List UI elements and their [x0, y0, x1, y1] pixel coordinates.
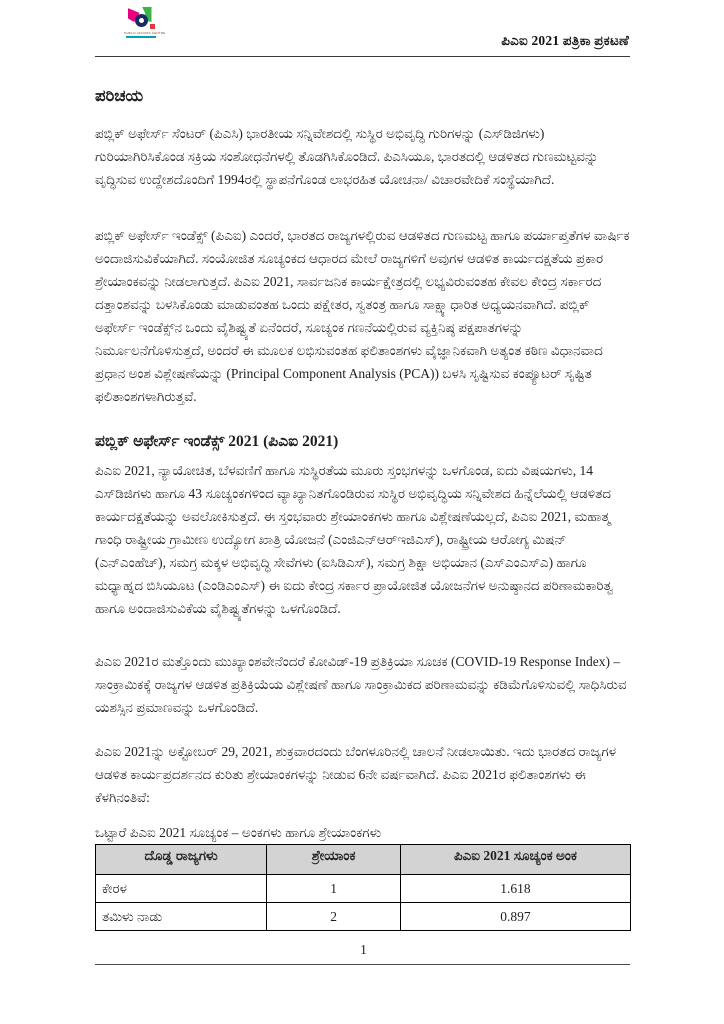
results-table — [95, 844, 631, 931]
cell-score: 1.618 — [400, 875, 630, 903]
column-header-rank: ಶ್ರೇಯಾಂಕ — [267, 845, 401, 875]
table-row — [96, 903, 631, 931]
paragraph-pai-overview: ಪಿಎಐ 2021, ನ್ಯಾಯೋಚಿತ, ಬೆಳವಣಿಗೆ ಹಾಗೂ ಸುಸ್ಥಿರತೆಯ ಮೂರು ಸ್ತಂಭಗಳನ್ನು ಒಳಗೊಂಡ, ಐದು ವಿಷಯಗಳು, 14 ಎಸ್‌ಡಿಜಿಗಳು ಹಾಗೂ 43 ಸೂಚ್ಯಂಕಗಳಿಂದ ವ್ಯಾಖ್ಯಾನಿತಗೊಂಡಿರುವ ಸುಸ್ಥಿರ ಅಭಿವೃದ್ಧಿಯ ಸನ್ನಿವೇಶದ ಹಿನ್ನೆಲೆಯಲ್ಲಿ ಆಡಳಿತದ ಕಾರ್ಯದಕ್ಷತೆಯನ್ನು ಅವಲೋಕಿಸುತ್ತದೆ. ಈ ಸ್ತಂಭವಾರು ಶ್ರೇಯಾಂಕಗಳು ಹಾಗೂ ವಿಶ್ಲೇಷಣೆಯಲ್ಲದೆ, ಪಿಎಐ 2021, ಮಹಾತ್ಮ ಗಾಂಧಿ ರಾಷ್ಟ್ರೀಯ ಗ್ರಾಮೀಣ ಉದ್ಯೋಗ ಖಾತ್ರಿ ಯೋಜನೆ (ಎಂಜಿಎನ್‌ಆರ್‌ಇಜಿಎಸ್), ರಾಷ್ಟ್ರೀಯ ಆರೋಗ್ಯ ಮಿಷನ್ (ಎನ್‌ಎಂಹೆಚ್), ಸಮಗ್ರ ಮಕ್ಕಳ ಅಭಿವೃದ್ಧಿ ಸೇವೆಗಳು (ಐಸಿಡಿಎಸ್), ಸಮಗ್ರ ಶಿಕ್ಷಾ ಅಭಿಯಾನ (ಎಸ್‌ಎಂಎಸ್‌ಎ) ಹಾಗೂ ಮಧ್ಯಾಹ್ನದ ಬಿಸಿಯೂಟ (ಎಂಡಿಎಂಎಸ್) ಈ ಐದು ಕೇಂದ್ರ ಸರ್ಕಾರ ಪ್ರಾಯೋಜಿತ ಯೋಜನೆಗಳ ಅನುಷ್ಠಾನದ ಪರಿಣಾಮಕಾರಿತ್ವ ಹಾಗೂ ಅಂದಾಜಿಸುವಿಕೆಯ ವೈಶಿಷ್ಟ್ಯತೆಗಳನ್ನು ಒಳಗೊಂಡಿದೆ. — [95, 463, 614, 616]
pac-25-anniversary-icon — [128, 7, 155, 29]
cell-rank: 2 — [267, 903, 401, 931]
table-header-row — [96, 845, 631, 875]
section-heading-introduction: ಪರಿಚಯ — [95, 86, 144, 105]
column-header-state: ದೊಡ್ಡ ರಾಜ್ಯಗಳು — [96, 845, 267, 875]
logo-caption: PUBLIC AFFAIRS CENTRE — [124, 31, 166, 35]
paragraph-intro-2: ಪಬ್ಲಿಕ್ ಅಫೇರ್ಸ್ ಇಂಡೆಕ್ಸ್ (ಪಿಎಐ) ಎಂದರೆ, ಭಾರತದ ರಾಜ್ಯಗಳಲ್ಲಿರುವ ಆಡಳಿತದ ಗುಣಮಟ್ಟ ಹಾಗೂ ಪರ್ಯಾಪ್ತತೆಗಳ ವಾರ್ಷಿಕ ಅಂದಾಜಿಸುವಿಕೆಯಾಗಿದೆ. ಸಂಯೋಜಿತ ಸೂಚ್ಯಂಕದ ಆಧಾರದ ಮೇಲೆ ರಾಜ್ಯಗಳಿಗೆ ಅವುಗಳ ಆಡಳಿತ ಕಾರ್ಯದಕ್ಷತೆಯ ಪ್ರಕಾರ ಶ್ರೇಯಾಂಕವನ್ನು ನೀಡಲಾಗುತ್ತದೆ. ಪಿಎಐ 2021, ಸಾರ್ವಜನಿಕ ಕಾರ್ಯಕ್ಷೇತ್ರದಲ್ಲಿ ಲಭ್ಯವಿರುವಂತಹ ಕೇವಲ ಕೇಂದ್ರ ಸರ್ಕಾರದ ದತ್ತಾಂಶವನ್ನು ಬಳಸಿಕೊಂಡು ಮಾಡುವಂತಹ ಒಂದು ಪಕ್ಷೇತರ, ಸ್ವತಂತ್ರ ಹಾಗೂ ಸಾಕ್ಷ್ಯಾಧಾರಿತ ಅಧ್ಯಯನವಾಗಿದೆ. ಪಬ್ಲಿಕ್ ಅಫೇರ್ಸ್ ಇಂಡೆಕ್ಸ್‌ನ ಒಂದು ವೈಶಿಷ್ಟ್ಯತೆ ಏನೆಂದರೆ, ಸೂಚ್ಯಂಕ ಗಣನೆಯಲ್ಲಿರುವ ವ್ಯಕ್ತಿನಿಷ್ಠ ಪಕ್ಷಪಾತಗಳನ್ನು ನಿರ್ಮೂಲನೆಗೊಳಿಸುತ್ತದೆ, ಅಂದರೆ ಈ ಮೂಲಕ ಲಭಿಸುವಂತಹ ಫಲಿತಾಂಶಗಳು ವೈಜ್ಞಾನಿಕವಾಗಿ ಅತ್ಯಂತ ಕಠಿಣ ವಿಧಾನವಾದ ಪ್ರಧಾನ ಅಂಶ ವಿಶ್ಲೇಷಣೆಯನ್ನು (Principal Component Analysis (PCA)) ಬಳಸಿ ಸೃಷ್ಟಿಸುವ ಕಂಪ್ಯೂಟರ್ ಸೃಷ್ಟಿತ ಫಲಿತಾಂಶಗಳಾಗಿರುತ್ತವೆ. — [95, 228, 630, 404]
page-number: 1 — [360, 942, 367, 957]
header-rule — [95, 56, 630, 57]
logo-red-shape — [150, 24, 155, 29]
paragraph-covid-index: ಪಿಎಐ 2021ರ ಮತ್ತೊಂದು ಮುಖ್ಯಾಂಶವೇನೆಂದರೆ ಕೋವಿಡ್-19 ಪ್ರತಿಕ್ರಿಯಾ ಸೂಚಕ (COVID-19 Response Index) – ಸಾಂಕ್ರಾಮಿಕಕ್ಕೆ ರಾಜ್ಯಗಳ ಆಡಳಿತ ಪ್ರತಿಕ್ರಿಯೆಯ ವಿಶ್ಲೇಷಣೆ ಹಾಗೂ ಸಾಂಕ್ರಾಮಿಕದ ಪರಿಣಾಮವನ್ನು ಕಡಿಮೆಗೊಳಿಸುವಲ್ಲಿ ಸಾಧಿಸಿರುವ ಯಶಸ್ಸಿನ ಪ್ರಮಾಣವನ್ನು ಒಳಗೊಂಡಿದೆ. — [95, 654, 627, 715]
paragraph-intro-1: ಪಬ್ಲಿಕ್ ಅಫೇರ್ಸ್ ಸೆಂಟರ್ (ಪಿಎಸಿ) ಭಾರತೀಯ ಸನ್ನಿವೇಶದಲ್ಲಿ ಸುಸ್ಥಿರ ಅಭಿವೃದ್ಧಿ ಗುರಿಗಳನ್ನು (ಎಸ್‌ಡಿಜಿಗಳು) ಗುರಿಯಾಗಿರಿಸಿಕೊಂಡ ಸಕ್ರಿಯ ಸಂಶೋಧನೆಗಳಲ್ಲಿ ತೊಡಗಿಸಿಕೊಂಡಿದೆ. ಪಿಎಸಿಯೂ, ಭಾರತದಲ್ಲಿ ಆಡಳಿತದ ಗುಣಮಟ್ಟವನ್ನು ವೃದ್ಧಿಸುವ ಉದ್ದೇಶದೊಂದಿಗೆ 1994ರಲ್ಲಿ ಸ್ಥಾಪನೆಗೊಂಡ ಲಾಭರಹಿತ ಯೋಚನಾ/ ವಿಚಾರವೇದಿಕೆ ಸಂಸ್ಥೆಯಾಗಿದೆ. — [95, 126, 599, 187]
cell-rank: 1 — [267, 875, 401, 903]
header-title: ಪಿಎಐ 2021 ಪತ್ರಿಕಾ ಪ್ರಕಟಣೆ — [501, 33, 629, 48]
table-caption: ಒಟ್ಟಾರೆ ಪಿಎಐ 2021 ಸೂಚ್ಯಂಕ – ಅಂಕಗಳು ಹಾಗೂ ಶ್ರೇಯಾಂಕಗಳು — [95, 825, 382, 840]
footer-rule — [95, 964, 630, 965]
paragraph-launch-details: ಪಿಎಐ 2021ನ್ನು ಅಕ್ಟೋಬರ್ 29, 2021, ಶುಕ್ರವಾರದಂದು ಬೆಂಗಳೂರಿನಲ್ಲಿ ಚಾಲನೆ ನೀಡಲಾಯಿತು. ಇದು ಭಾರತದ ರಾಜ್ಯಗಳ ಆಡಳಿತ ಕಾರ್ಯಪ್ರದರ್ಶನದ ಕುರಿತು ಶ್ರೇಯಾಂಕಗಳನ್ನು ನೀಡುವ 6ನೇ ವರ್ಷವಾಗಿದೆ. ಪಿಎಐ 2021ರ ಫಲಿತಾಂಶಗಳು ಈ ಕೆಳಗಿನಂತಿವೆ: — [95, 744, 617, 805]
logo-tagline-bar — [126, 36, 156, 38]
cell-state: ಕೇರಳ — [96, 875, 267, 903]
section-heading-pai-2021: ಪಬ್ಲಿಕ್ ಅಫೇರ್ಸ್ ಇಂಡೆಕ್ಸ್ 2021 (ಪಿಎಐ 2021) — [95, 433, 339, 450]
logo-globe-shape — [135, 14, 148, 27]
table-row — [96, 875, 631, 903]
cell-state: ತಮಿಳು ನಾಡು — [96, 903, 267, 931]
results-table-container — [95, 844, 632, 931]
column-header-score: ಪಿಎಐ 2021 ಸೂಚ್ಯಂಕ ಅಂಕ — [400, 845, 630, 875]
pac-logo — [124, 7, 166, 39]
cell-score: 0.897 — [400, 903, 630, 931]
